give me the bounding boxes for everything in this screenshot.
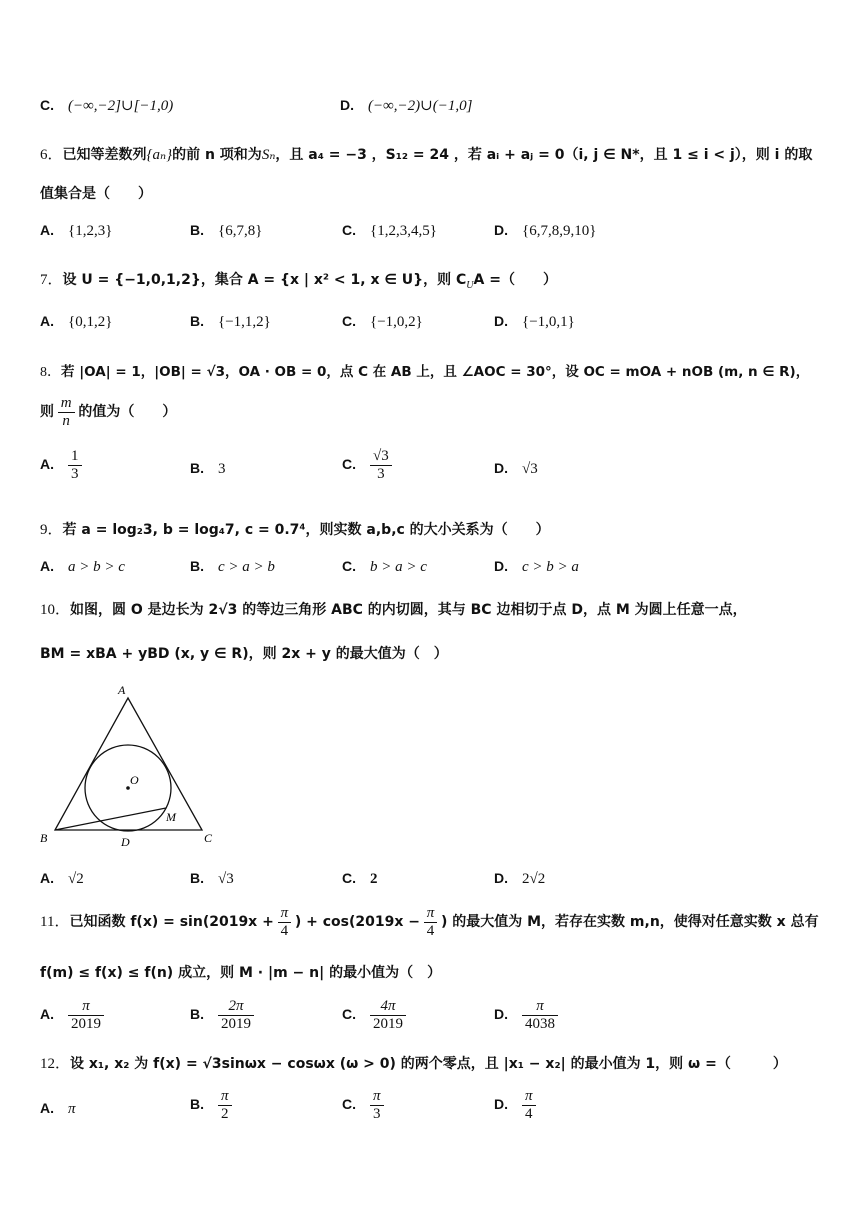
q12-text: 设 x₁, x₂ 为 f(x) = √3sinωx − cosωx (ω > 0) 的两个零点，且 |x₁ − x₂| 的最小值为 1，则 ω =（ ） [70, 1056, 787, 1072]
q6-option-b [190, 222, 262, 240]
option-text: {0,1,2} [68, 314, 113, 330]
option-text: (−∞,−2)∪(−1,0] [368, 98, 473, 114]
option-text: π [68, 1101, 76, 1117]
q7-option-b [190, 313, 271, 331]
label-m: M [166, 810, 176, 824]
option-fraction [68, 998, 104, 1034]
frac-den: 4 [426, 923, 435, 940]
option-fraction [370, 998, 406, 1034]
q11-stem-line1 [40, 905, 819, 941]
frac-den: 3 [71, 466, 79, 483]
q10-text: 如图，圆 O 是边长为 2√3 的等边三角形 ABC 的内切圆，其与 BC 边相切于点 D，点 M 为圆上任意一点， [70, 602, 747, 618]
option-text: {1,2,3} [68, 223, 113, 239]
q7-sub: U [466, 280, 474, 291]
option-text: √3 [218, 871, 234, 887]
q6-stem-line2: 值集合是（ ） [40, 186, 152, 202]
q6-option-c [342, 222, 437, 240]
option-label: A. [40, 313, 54, 329]
option-text: {−1,1,2} [218, 314, 271, 330]
frac-den: 2019 [71, 1016, 101, 1033]
q8-tail: 的值为（ ） [78, 404, 177, 421]
question-number: 9． [40, 522, 63, 538]
option-label: A. [40, 222, 54, 238]
frac-num: √3 [370, 448, 392, 466]
q6-stem-line1 [40, 143, 812, 164]
frac-num: 2π [218, 998, 254, 1016]
q10-option-d [494, 870, 545, 888]
q6-option-a [40, 222, 112, 240]
triangle-abc [55, 698, 202, 830]
q12-option-c [342, 1088, 384, 1124]
q11-text-c: ) 的最大值为 M，若存在实数 m,n，使得对任意实数 x 总有 [440, 914, 819, 931]
option-label: C. [342, 313, 356, 329]
option-label: A. [40, 456, 54, 473]
option-text: √2 [68, 871, 84, 887]
option-label: D. [494, 558, 508, 574]
option-text: (−∞,−2]∪[−1,0) [68, 98, 174, 114]
q5-option-c [40, 96, 173, 115]
frac-num: π [424, 905, 438, 923]
question-number: 11． [40, 914, 70, 931]
option-label: A. [40, 1100, 54, 1116]
q9-option-d [494, 558, 579, 576]
option-fraction [522, 998, 558, 1034]
option-label: C. [342, 456, 356, 473]
option-label: D. [494, 222, 508, 238]
q12-option-d [494, 1088, 536, 1124]
q8-fraction [58, 395, 75, 431]
question-number: 12． [40, 1056, 71, 1072]
option-label: B. [190, 460, 204, 476]
option-text: √3 [522, 461, 538, 477]
frac-num: π [522, 1088, 536, 1106]
option-label: A. [40, 558, 54, 574]
option-text: {1,2,3,4,5} [370, 223, 437, 239]
option-label: B. [190, 1096, 204, 1113]
q8-option-b [190, 460, 226, 478]
frac-den: 2019 [373, 1016, 403, 1033]
option-label: B. [190, 870, 204, 886]
q6-seq: {aₙ} [146, 147, 173, 163]
frac-num: 4π [370, 998, 406, 1016]
option-label: B. [190, 558, 204, 574]
option-text: {−1,0,2} [370, 314, 423, 330]
frac-den: 2 [221, 1106, 229, 1123]
frac-den: 4 [525, 1106, 533, 1123]
q12-option-b [190, 1088, 232, 1124]
option-label: C. [342, 1096, 356, 1113]
option-fraction [370, 1088, 384, 1124]
q10-option-c [342, 870, 378, 888]
option-fraction [218, 998, 254, 1034]
option-label: D. [494, 1096, 508, 1113]
q11-option-c [342, 998, 406, 1034]
q7-stem [40, 268, 557, 291]
option-text: 2√2 [522, 871, 546, 887]
q8-stem-line1 [40, 360, 809, 381]
q7-tail: A =（ ） [473, 272, 557, 288]
frac-num: m [58, 395, 75, 413]
option-fraction [370, 448, 392, 484]
frac-den: 3 [373, 1106, 381, 1123]
q11-frac-2 [424, 905, 438, 941]
option-text: 2 [370, 871, 378, 887]
label-a: A [118, 683, 126, 697]
question-number: 6． [40, 147, 63, 163]
q8-option-a [40, 448, 82, 484]
q8-option-d [494, 460, 538, 478]
q8-text: 若 |OA| = 1，|OB| = √3，OA · OB = 0，点 C 在 AB 上，且 ∠AOC = 30°，设 OC = mOA + nOB (m, n ∈ R)， [61, 364, 810, 380]
frac-num: π [278, 905, 292, 923]
frac-den: 4 [280, 923, 289, 940]
option-label: C. [342, 1006, 356, 1023]
q10-figure-triangle-incircle [38, 680, 228, 850]
q10-option-b [190, 870, 234, 888]
option-text: {6,7,8,9,10} [522, 223, 597, 239]
q11-option-d [494, 998, 558, 1034]
option-text: {−1,0,1} [522, 314, 575, 330]
q7-option-d [494, 313, 575, 331]
q8-stem-line2 [40, 395, 176, 431]
option-label: A. [40, 1006, 54, 1023]
q5-option-d [340, 96, 472, 115]
q11-frac-1 [278, 905, 292, 941]
q8-option-c [342, 448, 392, 484]
q9-option-a [40, 558, 125, 576]
label-b: B [40, 831, 48, 845]
q9-text: 若 a = log₂3, b = log₄7, c = 0.7⁴，则实数 a,b,c 的大小关系为（ ） [62, 522, 550, 538]
q11-text-b: ) + cos(2019x − [294, 914, 420, 931]
q6-conditions: ，且 a₄ = −3 ，S₁₂ = 24 ，若 aᵢ + aⱼ = 0（i, j ∈ N*，且 1 ≤ i < j），则 i 的取 [275, 147, 813, 163]
option-fraction [218, 1088, 232, 1124]
q12-stem [40, 1052, 787, 1073]
q7-option-c [342, 313, 423, 331]
q10-stem-line1 [40, 598, 747, 619]
option-text: a > b > c [68, 559, 125, 575]
frac-num: π [370, 1088, 384, 1106]
option-label: D. [494, 870, 508, 886]
frac-den: 4038 [525, 1016, 555, 1033]
question-number: 7． [40, 272, 63, 288]
option-label: A. [40, 870, 54, 886]
option-text: c > b > a [522, 559, 579, 575]
q9-option-c [342, 558, 427, 576]
option-label: B. [190, 1006, 204, 1023]
option-label: B. [190, 222, 204, 238]
option-label: D. [340, 97, 354, 113]
frac-num: π [522, 998, 558, 1016]
q11-option-a [40, 998, 104, 1034]
label-d: D [121, 835, 130, 849]
q6-text-b: 的前 n 项和为 [172, 147, 262, 163]
q11-text-a: 已知函数 f(x) = sin(2019x + [69, 914, 274, 931]
frac-num: π [68, 998, 104, 1016]
q6-option-d [494, 222, 596, 240]
q9-stem [40, 518, 550, 539]
q11-stem-line2 [40, 962, 441, 982]
frac-num: π [218, 1088, 232, 1106]
option-fraction [522, 1088, 536, 1124]
q6-text-a: 已知等差数列 [62, 147, 147, 163]
q7-option-a [40, 313, 112, 331]
q11-text-2: f(m) ≤ f(x) ≤ f(n) 成立，则 M · |m − n| 的最小值为（ ） [40, 965, 442, 981]
question-number: 10． [40, 602, 71, 618]
option-text: c > a > b [218, 559, 275, 575]
frac-den: 2019 [221, 1016, 251, 1033]
option-label: C. [342, 222, 356, 238]
q11-option-b [190, 998, 254, 1034]
option-label: B. [190, 313, 204, 329]
option-text: 3 [218, 461, 226, 477]
q10-stem-line2 [40, 643, 448, 663]
option-text: b > a > c [370, 559, 427, 575]
q8-then: 则 [40, 404, 54, 421]
option-label: C. [342, 558, 356, 574]
frac-den: n [62, 413, 70, 430]
frac-den: 3 [377, 466, 385, 483]
option-label: D. [494, 460, 508, 476]
option-label: D. [494, 313, 508, 329]
question-number: 8． [40, 365, 61, 380]
q9-option-b [190, 558, 275, 576]
label-c: C [204, 831, 213, 845]
label-o: O [130, 773, 139, 787]
q7-text: 设 U = {−1,0,1,2}，集合 A = {x | x² < 1, x ∈ U}，则 C [62, 272, 467, 288]
frac-num: 1 [68, 448, 82, 466]
option-label: C. [40, 97, 54, 113]
option-label: D. [494, 1006, 508, 1023]
q10-text-2: BM = xBA + yBD (x, y ∈ R)，则 2x + y 的最大值为（ ） [40, 646, 448, 662]
q10-option-a [40, 870, 84, 888]
option-text: {6,7,8} [218, 223, 263, 239]
option-fraction [68, 448, 82, 484]
q12-option-a [40, 1100, 76, 1118]
q6-sn: Sₙ [261, 147, 276, 163]
option-label: C. [342, 870, 356, 886]
